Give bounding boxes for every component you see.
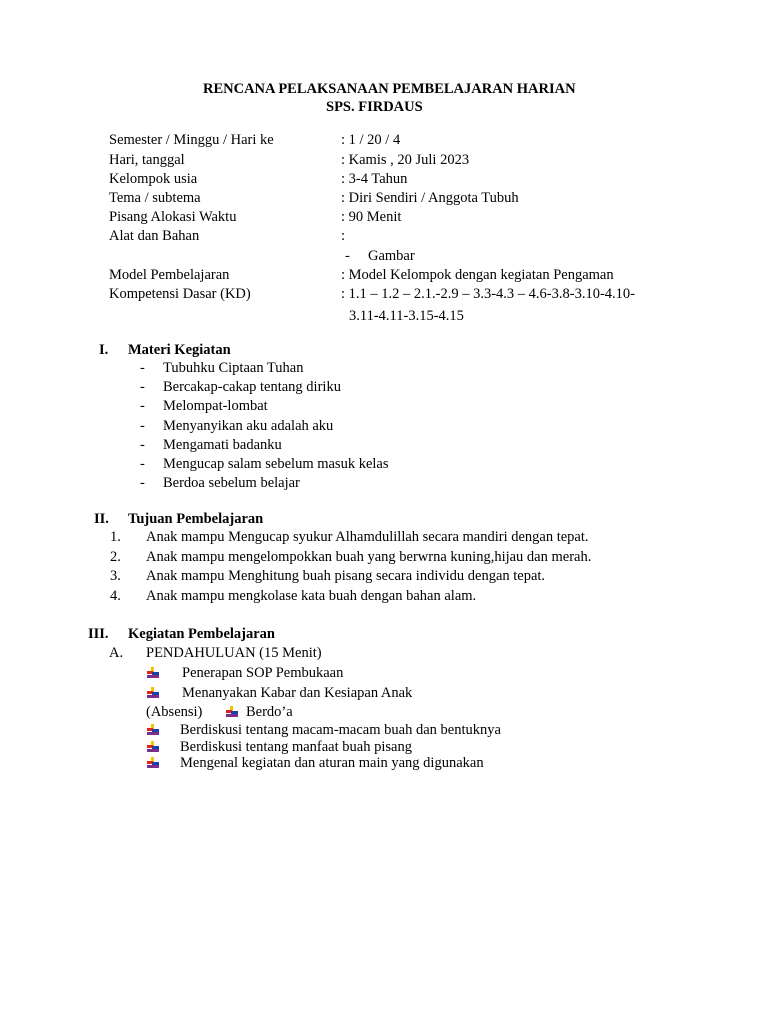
bullet-arrow-icon — [147, 724, 159, 736]
list-item: Berdiskusi tentang macam-macam buah dan bentuknya — [180, 722, 501, 738]
list-item: Menanyakan Kabar dan Kesiapan Anak — [182, 685, 413, 701]
list-item: Mengamati badanku — [163, 436, 282, 453]
subsection-title: PENDAHULUAN (15 Menit) — [146, 645, 322, 661]
info-label: Semester / Minggu / Hari ke — [109, 132, 274, 148]
section-heading: Materi Kegiatan — [128, 342, 231, 358]
info-value: : — [341, 228, 346, 244]
list-item: Penerapan SOP Pembukaan — [182, 665, 344, 681]
list-number: 1. — [110, 529, 121, 545]
list-item: Anak mampu Menghitung buah pisang secara individu dengan tepat. — [146, 568, 546, 584]
bullet-arrow-icon — [147, 667, 159, 679]
list-item: Berdoa sebelum belajar — [163, 475, 300, 492]
section-numeral: III. — [88, 626, 109, 642]
info-value: : Kamis , 20 Juli 2023 — [341, 152, 470, 168]
bullet-arrow-icon — [147, 757, 159, 769]
doc-subtitle: SPS. FIRDAUS — [326, 99, 423, 115]
list-item: Mengenal kegiatan dan aturan main yang digunakan — [180, 755, 484, 771]
info-label: Alat dan Bahan — [109, 228, 200, 244]
info-value: : Model Kelompok dengan kegiatan Pengaman — [341, 267, 614, 283]
doc-title: RENCANA PELAKSANAAN PEMBELAJARAN HARIAN — [203, 81, 576, 97]
list-dash: - — [140, 436, 145, 453]
list-item: Anak mampu mengkolase kata buah dengan bahan alam. — [146, 587, 477, 604]
bullet-arrow-icon — [147, 741, 159, 753]
list-dash: - — [140, 456, 145, 472]
list-number: 2. — [110, 548, 121, 565]
bullet-arrow-icon — [226, 706, 238, 718]
info-label: Pisang Alokasi Waktu — [109, 209, 237, 225]
subsection-letter: A. — [109, 645, 124, 661]
list-item: Menyanyikan aku adalah aku — [163, 417, 334, 434]
section-heading: Kegiatan Pembelajaran — [128, 626, 275, 642]
info-label: Model Pembelajaran — [109, 267, 230, 283]
info-value: : 1.1 – 1.2 – 2.1.-2.9 – 3.3-4.3 – 4.6-3.8-3.10-4.10- — [341, 286, 636, 302]
list-item: Melompat-lombat — [163, 398, 268, 415]
bullet-arrow-icon — [147, 687, 159, 699]
info-label: Tema / subtema — [109, 190, 201, 206]
alat-dash: - — [345, 248, 350, 264]
list-item: Berdiskusi tentang manfaat buah pisang — [180, 739, 412, 755]
info-value: : 3-4 Tahun — [341, 171, 408, 187]
list-dash: - — [140, 360, 145, 376]
list-dash: - — [140, 379, 145, 396]
list-dash: - — [140, 475, 145, 492]
list-number: 4. — [110, 587, 121, 604]
list-item: Tubuhku Ciptaan Tuhan — [163, 360, 304, 376]
list-dash: - — [140, 398, 145, 415]
info-value: : Diri Sendiri / Anggota Tubuh — [341, 190, 519, 206]
info-value: : 90 Menit — [341, 209, 402, 225]
list-item: Mengucap salam sebelum masuk kelas — [163, 456, 389, 472]
info-value: : 1 / 20 / 4 — [341, 132, 401, 148]
section-numeral: II. — [94, 511, 109, 527]
info-label: Kompetensi Dasar (KD) — [109, 286, 251, 302]
list-number: 3. — [110, 568, 121, 584]
list-item: Anak mampu Mengucap syukur Alhamdulillah secara mandiri dengan tepat. — [146, 529, 589, 545]
list-item: Anak mampu mengelompokkan buah yang berwrna kuning,hijau dan merah. — [146, 548, 592, 565]
absensi-text: (Absensi) — [146, 704, 203, 720]
info-label: Hari, tanggal — [109, 152, 185, 168]
list-item: Bercakap-cakap tentang diriku — [163, 379, 341, 396]
section-numeral: I. — [99, 342, 109, 358]
info-label: Kelompok usia — [109, 171, 198, 187]
list-dash: - — [140, 417, 145, 434]
alat-item: Gambar — [368, 248, 415, 264]
section-heading: Tujuan Pembelajaran — [128, 511, 264, 527]
berdoa-text: Berdo’a — [246, 704, 293, 720]
kd-continuation: 3.11-4.11-3.15-4.15 — [349, 308, 464, 324]
